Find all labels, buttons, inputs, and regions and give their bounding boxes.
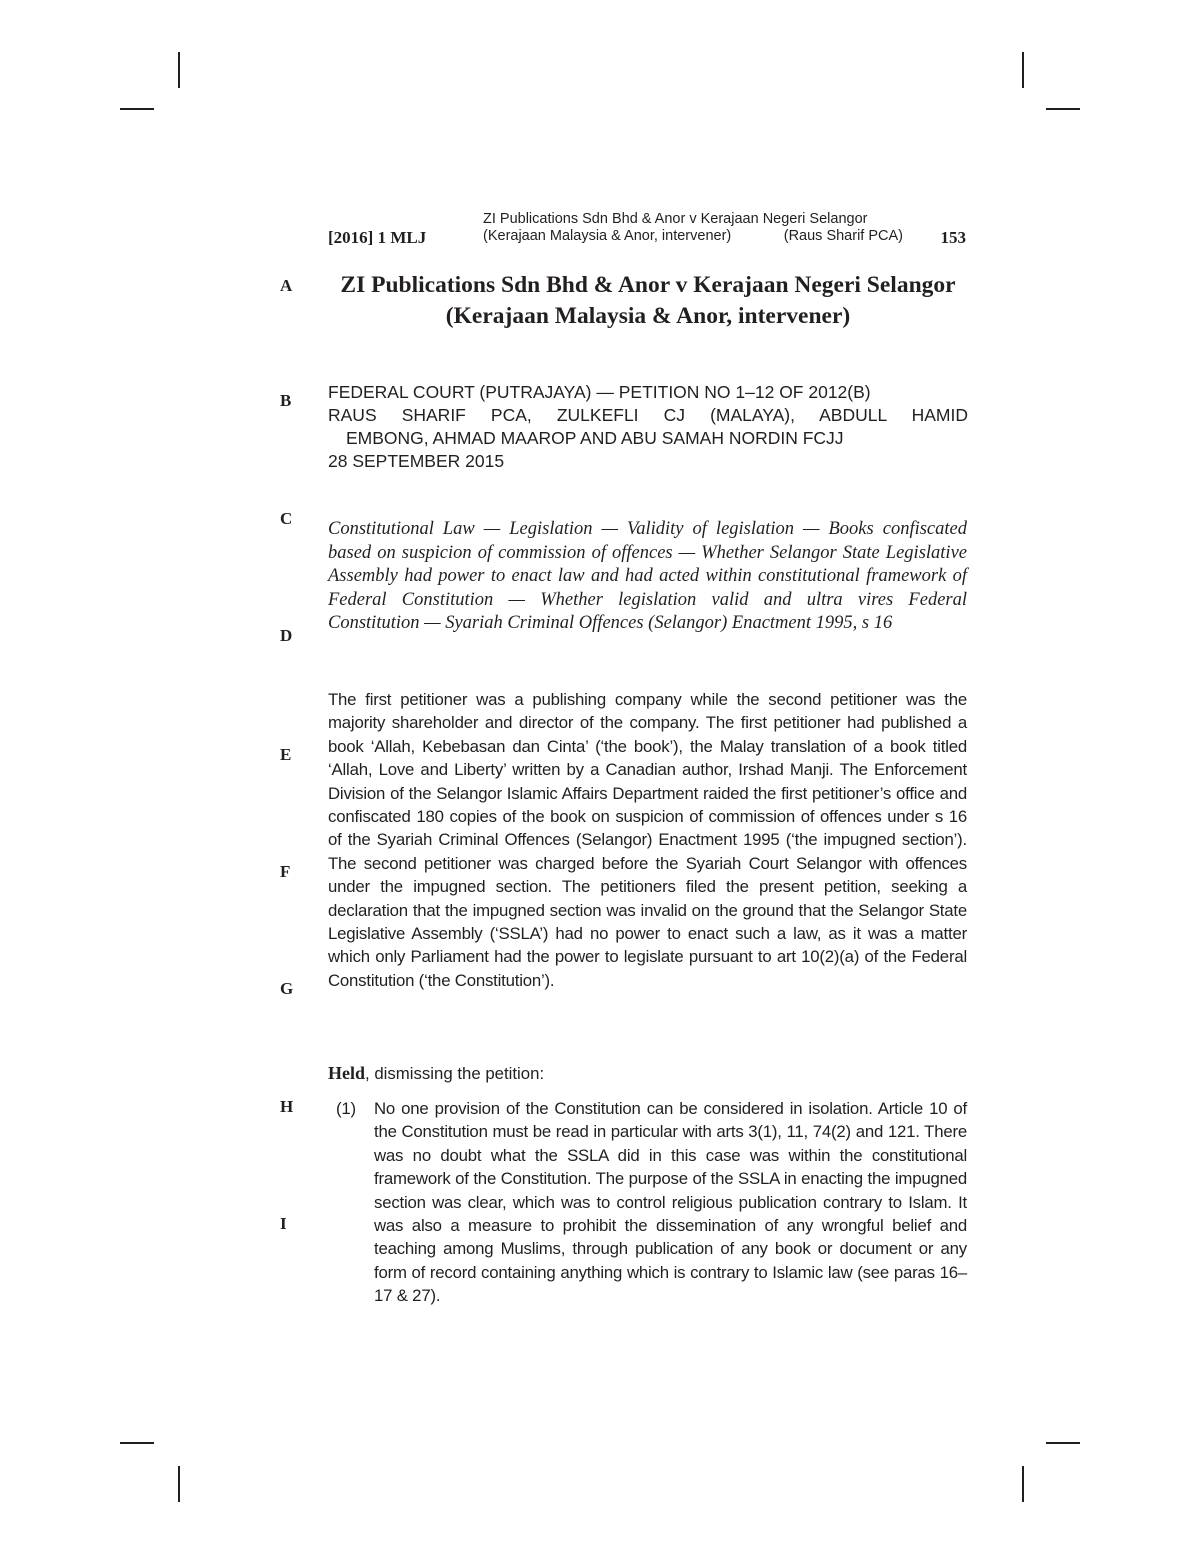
catchwords: Constitutional Law — Legislation — Validity of legislation — Books confiscated based on suspicion of commission of offences — Whether Selangor State Legislative Assembly had power to enact law and had acted within constitutional framework of Federal Constitution — Whether legislation valid and ultra vires Federal Constitution — Syariah Criminal Offences (Selangor) Enactment 1995, s 16	[328, 519, 967, 633]
case-title	[328, 270, 968, 332]
running-title	[483, 211, 903, 245]
held-heading	[328, 1063, 544, 1084]
margin-letter-i: I	[280, 1214, 287, 1233]
case-title-line1: ZI Publications Sdn Bhd & Anor v Kerajaan Negeri Selangor	[340, 272, 956, 298]
running-title-parties: (Kerajaan Malaysia & Anor, intervener)	[483, 228, 732, 244]
margin-letter-d: D	[280, 626, 293, 645]
report-citation: [2016] 1 MLJ	[328, 228, 427, 247]
margin-letter-h: H	[280, 1097, 294, 1116]
court-info	[328, 381, 968, 473]
margin-letter-e: E	[280, 745, 292, 764]
margin-letter-b: B	[280, 391, 292, 410]
margin-letter-f: F	[280, 862, 291, 881]
crop-mark-bottom-left-vertical	[178, 1466, 180, 1502]
crop-mark-top-left-horizontal	[120, 108, 154, 110]
crop-mark-top-left-vertical	[178, 52, 180, 88]
facts-paragraph: The first petitioner was a publishing company while the second petitioner was the majority shareholder and director of the company. The first petitioner had published a book ‘Allah, Kebebasan dan Cinta’ (‘the book’), the Malay translation of a book titled ‘Allah, Love and Liberty’ written by a Canadian author, Irshad Manji. The Enforcement Division of the Selangor Islamic Affairs Department raided the first petitioner’s office and confiscated 180 copies of the book on suspicion of commission of offences under s 16 of the Syariah Criminal Offences (Selangor) Enactment 1995 (‘the impugned section’). The second petitioner was charged before the Syariah Court Selangor with offences under the impugned section. The petitioners filed the present petition, seeking a declaration that the impugned section was invalid on the ground that the Selangor State Legislative Assembly (‘SSLA’) had no power to enact such a law, as it was a matter which only Parliament had the power to legislate pursuant to art 10(2)(a) of the Federal Constitution (‘the Constitution’).	[328, 690, 967, 990]
court-petition-line: FEDERAL COURT (PUTRAJAYA) — PETITION NO 1–12 OF 2012(B)	[328, 382, 871, 402]
margin-letter-a: A	[280, 276, 293, 295]
holding-1	[336, 1097, 967, 1308]
crop-mark-top-right-horizontal	[1046, 108, 1080, 110]
crop-mark-top-right-vertical	[1022, 52, 1024, 88]
margin-letter-g: G	[280, 979, 294, 998]
held-text: , dismissing the petition:	[365, 1064, 545, 1083]
margin-letter-c: C	[280, 509, 293, 528]
court-judges-line2: EMBONG, AHMAD MAAROP AND ABU SAMAH NORDIN FCJJ	[346, 428, 844, 448]
crop-mark-bottom-right-vertical	[1022, 1466, 1024, 1502]
crop-mark-bottom-right-horizontal	[1046, 1442, 1080, 1444]
case-title-line2: (Kerajaan Malaysia & Anor, intervener)	[445, 303, 851, 329]
crop-mark-bottom-left-horizontal	[120, 1442, 154, 1444]
decision-date: 28 SEPTEMBER 2015	[328, 451, 505, 471]
holding-number: (1)	[336, 1099, 356, 1118]
page-number: 153	[940, 228, 966, 247]
running-title-judge: (Raus Sharif PCA)	[783, 228, 903, 244]
held-label: Held	[328, 1063, 366, 1083]
court-judges-line1: RAUS SHARIF PCA, ZULKEFLI CJ (MALAYA), ABDULL HAMID	[328, 405, 968, 425]
running-title-line1: ZI Publications Sdn Bhd & Anor v Kerajaan Negeri Selangor	[483, 211, 868, 227]
holding-text: No one provision of the Constitution can be considered in isolation. Article 10 of the Constitution must be read in particular with arts 3(1), 11, 74(2) and 121. There was no doubt what the SSLA did in this case was within the constitutional framework of the Constitution. The purpose of the SSLA in enacting the impugned section was clear, which was to control religious publication contrary to Islam. It was also a measure to prohibit the dissemination of any wrongful belief and teaching among Muslims, through publication of any book or document or any form of record containing anything which is contrary to Islamic law (see paras 16–17 & 27).	[374, 1099, 967, 1306]
